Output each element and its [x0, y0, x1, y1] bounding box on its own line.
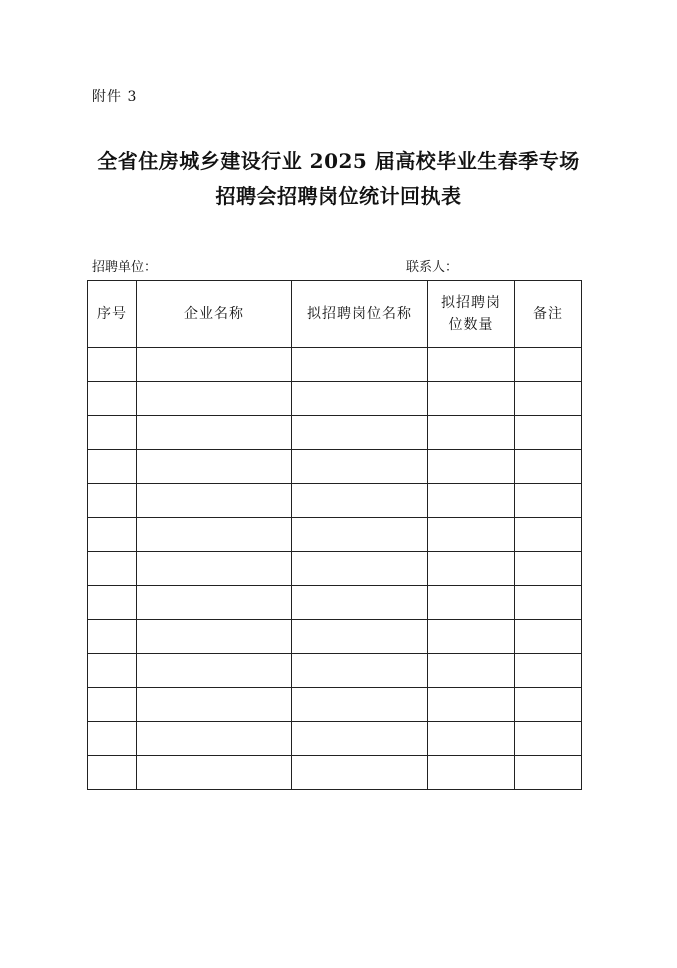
- cell-position[interactable]: [292, 382, 428, 416]
- cell-position[interactable]: [292, 416, 428, 450]
- cell-remark[interactable]: [515, 348, 582, 382]
- cell-company[interactable]: [137, 756, 292, 790]
- cell-position[interactable]: [292, 552, 428, 586]
- recruiting-unit-label: 招聘单位：: [92, 260, 158, 275]
- cell-count[interactable]: [428, 654, 515, 688]
- table-row: [88, 416, 582, 450]
- cell-position[interactable]: [292, 586, 428, 620]
- cell-remark[interactable]: [515, 382, 582, 416]
- cell-company[interactable]: [137, 722, 292, 756]
- header-count-line1: 拟招聘岗: [441, 295, 501, 311]
- cell-remark[interactable]: [515, 688, 582, 722]
- cell-count[interactable]: [428, 620, 515, 654]
- table-row: [88, 586, 582, 620]
- cell-company[interactable]: [137, 586, 292, 620]
- table-header-row: [88, 281, 582, 348]
- cell-count[interactable]: [428, 484, 515, 518]
- cell-position[interactable]: [292, 756, 428, 790]
- contact-label: 联系人：: [406, 260, 459, 275]
- cell-seq[interactable]: [88, 654, 137, 688]
- table-row: [88, 450, 582, 484]
- table-body: [88, 348, 582, 790]
- table-row: [88, 722, 582, 756]
- cell-seq[interactable]: [88, 756, 137, 790]
- table-row: [88, 654, 582, 688]
- table-row: [88, 620, 582, 654]
- cell-company[interactable]: [137, 518, 292, 552]
- cell-seq[interactable]: [88, 620, 137, 654]
- cell-company[interactable]: [137, 552, 292, 586]
- cell-seq[interactable]: [88, 688, 137, 722]
- cell-remark[interactable]: [515, 450, 582, 484]
- cell-seq[interactable]: [88, 416, 137, 450]
- cell-company[interactable]: [137, 416, 292, 450]
- table-row: [88, 552, 582, 586]
- header-count: [428, 281, 515, 348]
- cell-remark[interactable]: [515, 416, 582, 450]
- header-position: 拟招聘岗位名称: [292, 281, 428, 348]
- header-count-line2: 位数量: [448, 317, 494, 333]
- cell-company[interactable]: [137, 484, 292, 518]
- cell-remark[interactable]: [515, 586, 582, 620]
- cell-seq[interactable]: [88, 382, 137, 416]
- cell-count[interactable]: [428, 348, 515, 382]
- cell-position[interactable]: [292, 620, 428, 654]
- cell-position[interactable]: [292, 518, 428, 552]
- table-row: [88, 688, 582, 722]
- cell-company[interactable]: [137, 348, 292, 382]
- cell-count[interactable]: [428, 756, 515, 790]
- cell-position[interactable]: [292, 688, 428, 722]
- cell-position[interactable]: [292, 654, 428, 688]
- form-title-line1: 全省住房城乡建设行业 2025 届高校毕业生春季专场: [97, 149, 580, 173]
- cell-count[interactable]: [428, 518, 515, 552]
- cell-count[interactable]: [428, 416, 515, 450]
- cell-count[interactable]: [428, 688, 515, 722]
- cell-company[interactable]: [137, 450, 292, 484]
- cell-seq[interactable]: [88, 518, 137, 552]
- cell-seq[interactable]: [88, 552, 137, 586]
- attachment-label: 附件 3: [92, 89, 138, 105]
- header-company: 企业名称: [137, 281, 292, 348]
- cell-remark[interactable]: [515, 722, 582, 756]
- cell-remark[interactable]: [515, 756, 582, 790]
- recruitment-table: [87, 280, 582, 790]
- table-row: [88, 518, 582, 552]
- cell-count[interactable]: [428, 586, 515, 620]
- cell-remark[interactable]: [515, 654, 582, 688]
- table-row: [88, 756, 582, 790]
- cell-remark[interactable]: [515, 552, 582, 586]
- cell-count[interactable]: [428, 722, 515, 756]
- cell-position[interactable]: [292, 722, 428, 756]
- header-seq: 序号: [88, 281, 137, 348]
- cell-remark[interactable]: [515, 484, 582, 518]
- cell-count[interactable]: [428, 552, 515, 586]
- cell-company[interactable]: [137, 688, 292, 722]
- cell-seq[interactable]: [88, 722, 137, 756]
- cell-remark[interactable]: [515, 620, 582, 654]
- cell-company[interactable]: [137, 620, 292, 654]
- cell-seq[interactable]: [88, 586, 137, 620]
- cell-seq[interactable]: [88, 450, 137, 484]
- cell-position[interactable]: [292, 450, 428, 484]
- table-row: [88, 484, 582, 518]
- cell-remark[interactable]: [515, 518, 582, 552]
- cell-count[interactable]: [428, 450, 515, 484]
- cell-position[interactable]: [292, 348, 428, 382]
- table-row: [88, 348, 582, 382]
- form-title-line2: 招聘会招聘岗位统计回执表: [215, 184, 462, 208]
- header-remark: 备注: [515, 281, 582, 348]
- cell-position[interactable]: [292, 484, 428, 518]
- cell-seq[interactable]: [88, 348, 137, 382]
- table-row: [88, 382, 582, 416]
- cell-count[interactable]: [428, 382, 515, 416]
- cell-company[interactable]: [137, 382, 292, 416]
- cell-seq[interactable]: [88, 484, 137, 518]
- cell-company[interactable]: [137, 654, 292, 688]
